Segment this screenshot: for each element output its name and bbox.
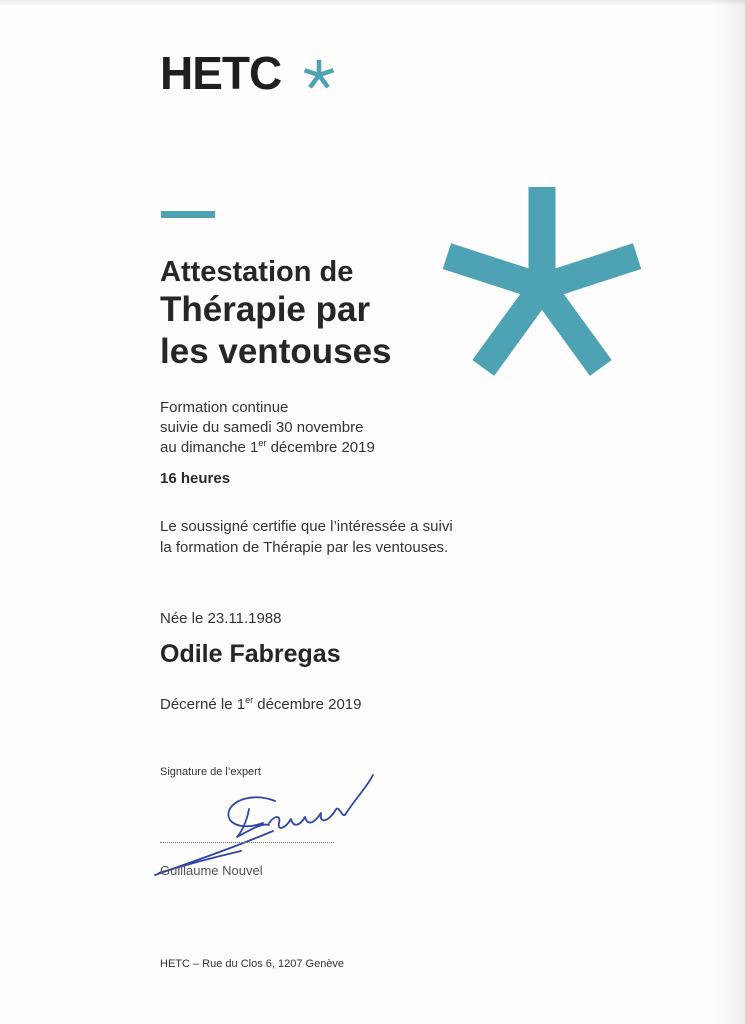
title-line-2: Thérapie par xyxy=(160,290,371,329)
course-end-date: au dimanche 1er décembre 2019 xyxy=(160,438,375,456)
footer-address: HETC – Rue du Clos 6, 1207 Genève xyxy=(160,958,345,970)
signature-label: Signature de l’expert xyxy=(160,766,261,778)
signature-line xyxy=(160,842,334,843)
scan-shadow-edge xyxy=(715,0,745,1024)
logo-text: HETC xyxy=(160,47,282,99)
certification-line-2: la formation de Thérapie par les ventouses. xyxy=(160,539,449,556)
course-start-date: suivie du samedi 30 novembre xyxy=(160,419,364,436)
signatory-name: Guillaume Nouvel xyxy=(160,863,263,878)
certification-line-1: Le soussigné certifie que l’intéressée a suivi xyxy=(160,518,453,535)
large-asterisk-icon xyxy=(432,184,652,384)
scan-shadow-top xyxy=(0,0,745,6)
course-hours: 16 heures xyxy=(160,470,231,487)
certification-statement xyxy=(160,516,453,558)
title-line-3: les ventouses xyxy=(160,332,392,371)
issue-date: Décerné le 1er décembre 2019 xyxy=(160,695,362,713)
asterisk-icon xyxy=(303,59,335,91)
hetc-logo xyxy=(160,47,335,99)
course-details xyxy=(160,398,375,458)
title-line-1: Attestation de xyxy=(160,256,354,288)
accent-bar xyxy=(161,211,215,218)
certificate-title xyxy=(160,255,392,373)
course-type: Formation continue xyxy=(160,399,289,416)
recipient-name: Odile Fabregas xyxy=(160,640,341,668)
birth-date: Née le 23.11.1988 xyxy=(160,610,282,627)
